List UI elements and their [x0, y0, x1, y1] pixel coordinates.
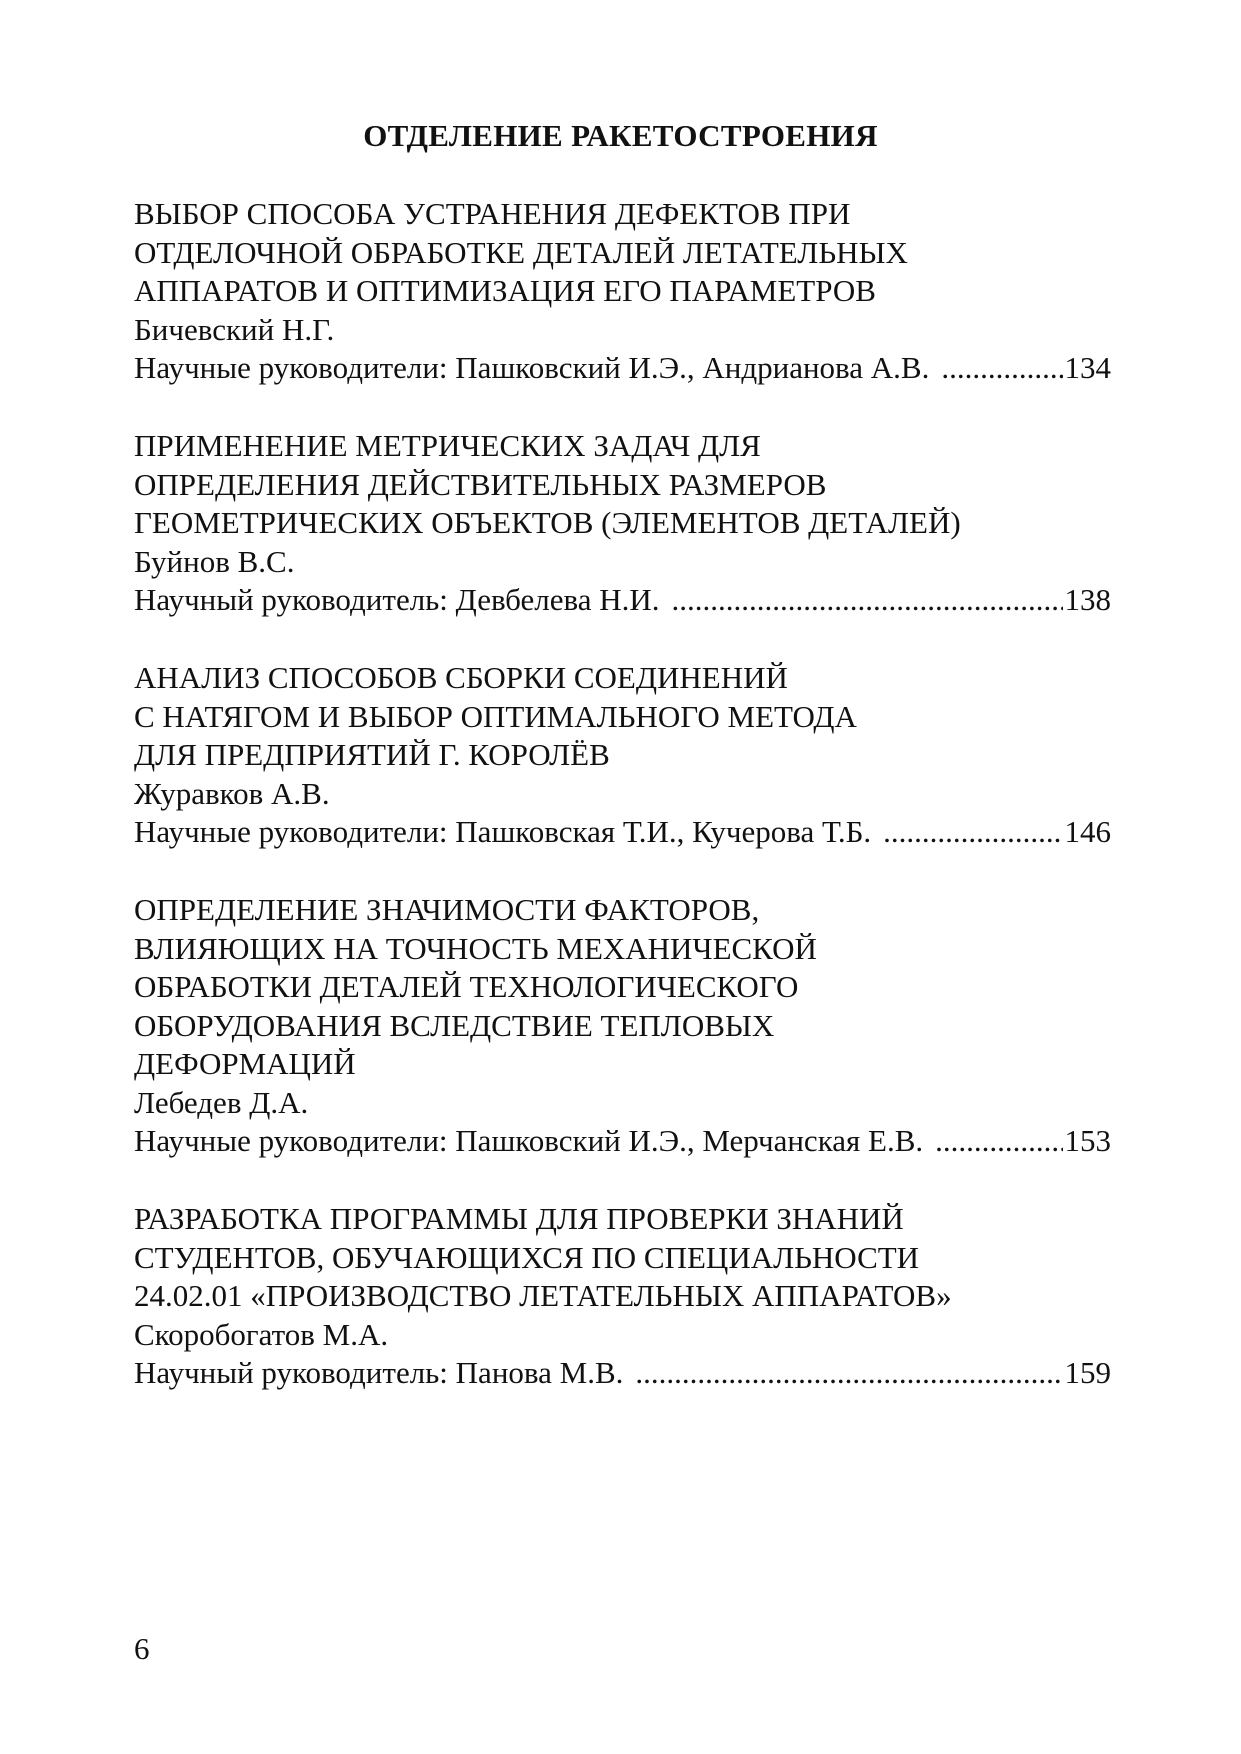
entry-title-line: АППАРАТОВ И ОПТИМИЗАЦИЯ ЕГО ПАРАМЕТРОВ	[134, 273, 876, 309]
dot-leader	[883, 813, 1062, 852]
entry-supervisor-row[interactable]	[134, 349, 1111, 388]
entry-author: Лебедев Д.А.	[134, 1084, 309, 1120]
toc-entry	[134, 659, 1111, 852]
entry-title-line: ВЫБОР СПОСОБА УСТРАНЕНИЯ ДЕФЕКТОВ ПРИ	[134, 196, 851, 231]
dot-leader	[672, 581, 1063, 620]
dot-leader	[935, 1122, 1062, 1161]
entry-supervisor: Научный руководитель: Панова М.В.	[134, 1355, 624, 1391]
entry-title-line: ДЕФОРМАЦИЙ	[134, 1046, 356, 1082]
entry-supervisor-row[interactable]	[134, 1354, 1111, 1393]
entry-supervisor-row[interactable]	[134, 813, 1111, 852]
entry-supervisor: Научные руководители: Пашковский И.Э., Андрианова А.В.	[134, 350, 930, 386]
dot-leader	[635, 1354, 1062, 1393]
section-title: ОТДЕЛЕНИЕ РАКЕТОСТРОЕНИЯ	[363, 118, 878, 153]
entry-supervisor: Научный руководитель: Девбелева Н.И.	[134, 582, 660, 618]
entry-title-line: ДЛЯ ПРЕДПРИЯТИЙ Г. КОРОЛЁВ	[134, 737, 610, 773]
entry-page-number: 138	[1064, 582, 1111, 618]
entry-page-number: 134	[1064, 350, 1111, 386]
footer-page-number: 6	[134, 1631, 150, 1666]
entry-title-line: ОБРАБОТКИ ДЕТАЛЕЙ ТЕХНОЛОГИЧЕСКОГО	[134, 969, 799, 1005]
entry-page-number: 159	[1064, 1355, 1111, 1391]
entry-title-line: АНАЛИЗ СПОСОБОВ СБОРКИ СОЕДИНЕНИЙ	[134, 659, 788, 695]
entry-supervisor: Научные руководители: Пашковская Т.И., Кучерова Т.Б.	[134, 814, 872, 850]
entry-supervisor-row[interactable]	[134, 1122, 1111, 1161]
entry-title-line: ОБОРУДОВАНИЯ ВСЛЕДСТВИЕ ТЕПЛОВЫХ	[134, 1007, 775, 1043]
entry-page-number: 146	[1064, 814, 1111, 850]
entry-title-line: СТУДЕНТОВ, ОБУЧАЮЩИХСЯ ПО СПЕЦИАЛЬНОСТИ	[134, 1239, 920, 1275]
toc-entries	[134, 195, 1111, 1432]
entry-title-line: ПРИМЕНЕНИЕ МЕТРИЧЕСКИХ ЗАДАЧ ДЛЯ	[134, 427, 761, 463]
entry-title-line: ГЕОМЕТРИЧЕСКИХ ОБЪЕКТОВ (ЭЛЕМЕНТОВ ДЕТАЛЕЙ)	[134, 505, 961, 541]
dot-leader	[941, 349, 1062, 388]
entry-title-line: 24.02.01 «ПРОИЗВОДСТВО ЛЕТАТЕЛЬНЫХ АППАРАТОВ»	[134, 1278, 952, 1314]
entry-title-line: ОТДЕЛОЧНОЙ ОБРАБОТКЕ ДЕТАЛЕЙ ЛЕТАТЕЛЬНЫХ	[134, 234, 908, 270]
entry-title-line: ОПРЕДЕЛЕНИЕ ЗНАЧИМОСТИ ФАКТОРОВ,	[134, 891, 760, 927]
toc-entry	[134, 1200, 1111, 1393]
toc-entry	[134, 427, 1111, 620]
entry-supervisor: Научные руководители: Пашковский И.Э., Мерчанская Е.В.	[134, 1123, 924, 1159]
entry-author: Буйнов В.С.	[134, 543, 295, 579]
entry-title-line: ОПРЕДЕЛЕНИЯ ДЕЙСТВИТЕЛЬНЫХ РАЗМЕРОВ	[134, 466, 827, 502]
entry-author: Скоробогатов М.А.	[134, 1316, 389, 1352]
toc-entry	[134, 891, 1111, 1161]
entry-author: Бичевский Н.Г.	[134, 311, 335, 347]
entry-title-line: ВЛИЯЮЩИХ НА ТОЧНОСТЬ МЕХАНИЧЕСКОЙ	[134, 930, 817, 966]
entry-title-line: РАЗРАБОТКА ПРОГРАММЫ ДЛЯ ПРОВЕРКИ ЗНАНИЙ	[134, 1201, 904, 1237]
entry-author: Журавков А.В.	[134, 775, 330, 811]
toc-entry	[134, 195, 1111, 388]
entry-title-line: С НАТЯГОМ И ВЫБОР ОПТИМАЛЬНОГО МЕТОДА	[134, 698, 857, 734]
entry-supervisor-row[interactable]	[134, 581, 1111, 620]
entry-page-number: 153	[1064, 1123, 1111, 1159]
